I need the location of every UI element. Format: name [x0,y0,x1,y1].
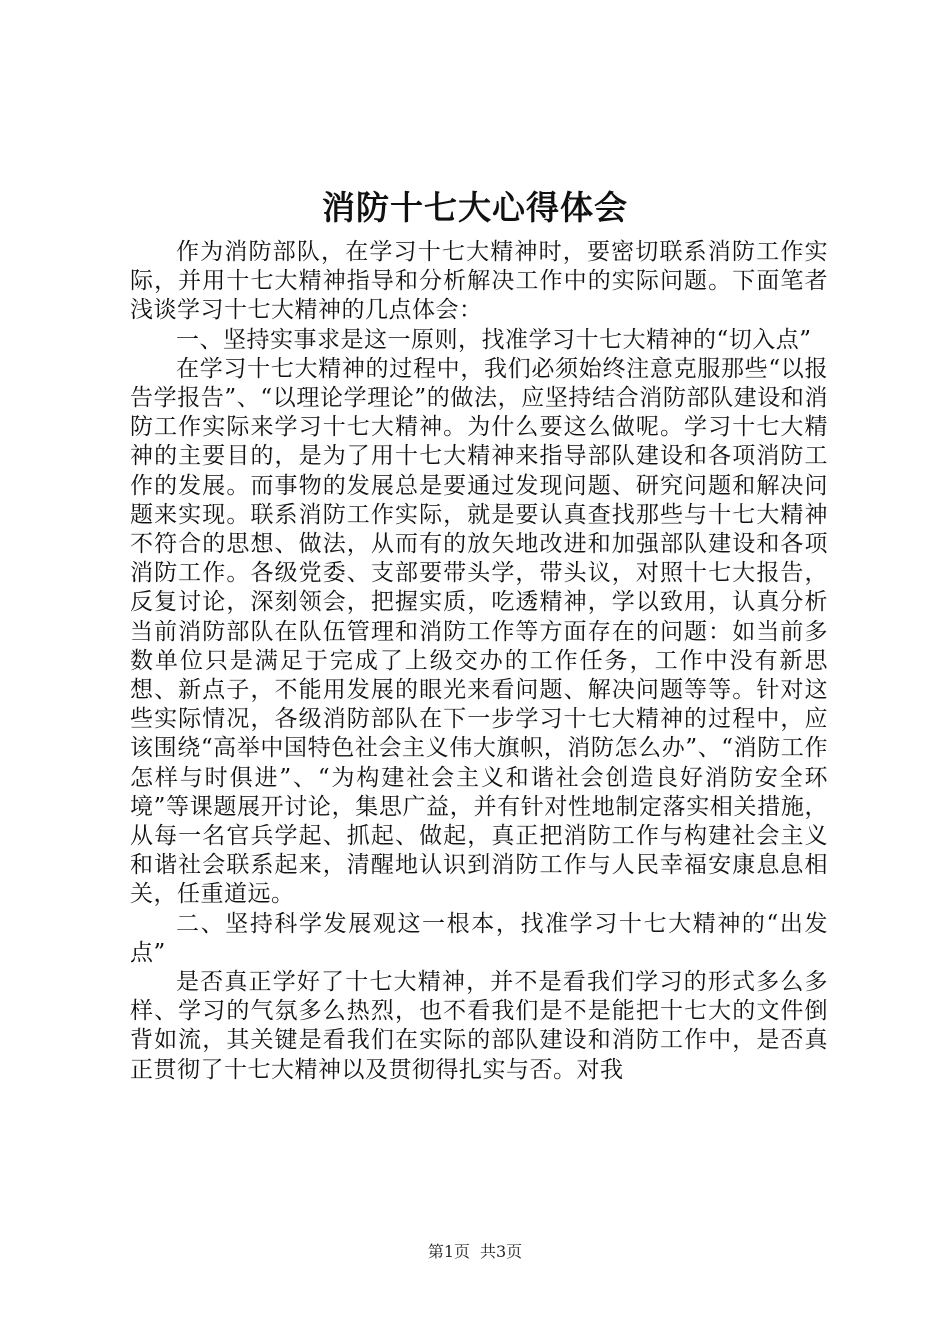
paragraph-section-1: 在学习十七大精神的过程中，我们必须始终注意克服那些“以报告学报告”、“以理论学理论”的做法，应坚持结合消防部队建设和消防工作实际来学习十七大精神。为什么要这么做呢。学习十七大精神的主要目的，是为了用十七大精神来指导部队建设和各项消防工作的发展。而事物的发展总是要通过发现问题、研究问题和解决问题来实现。联系消防工作实际，就是要认真查找那些与十七大精神不符合的思想、做法，从而有的放矢地改进和加强部队建设和各项消防工作。各级党委、支部要带头学，带头议，对照十七大报告，反复讨论，深刻领会，把握实质，吃透精神，学以致用，认真分析当前消防部队在队伍管理和消防工作等方面存在的问题：如当前多数单位只是满足于完成了上级交办的工作任务，工作中没有新思想、新点子，不能用发展的眼光来看问题、解决问题等等。针对这些实际情况，各级消防部队在下一步学习十七大精神的过程中，应该围绕“高举中国特色社会主义伟大旗帜，消防怎么办”、“消防工作怎样与时俱进”、“为构建社会主义和谐社会创造良好消防安全环境”等课题展开讨论，集思广益，并有针对性地制定落实相关措施，从每一名官兵学起、抓起、做起，真正把消防工作与构建社会主义和谐社会联系起来，清醒地认识到消防工作与人民幸福安康息息相关，任重道远。 [130,355,828,908]
section-heading-2: 二、坚持科学发展观这一根本，找准学习十七大精神的“出发点” [130,910,828,966]
page-footer [0,1241,950,1263]
paragraph-section-2: 是否真正学好了十七大精神，并不是看我们学习的形式多么多样、学习的气氛多么热烈，也不看我们是不是能把十七大的文件倒背如流，其关键是看我们在实际的部队建设和消防工作中，是否真正贯彻了十七大精神以及贯彻得扎实与否。对我 [130,969,828,1083]
paragraph-intro: 作为消防部队，在学习十七大精神时，要密切联系消防工作实际，并用十七大精神指导和分析解决工作中的实际问题。下面笔者浅谈学习十七大精神的几点体会： [130,239,828,324]
document-title: 消防十七大心得体会 [322,188,628,227]
page-number: 第1页 [427,1242,470,1261]
page-total: 共3页 [480,1242,523,1261]
document-body [130,238,828,1085]
section-heading-1: 一、坚持实事求是这一原则，找准学习十七大精神的“切入点” [176,326,812,353]
